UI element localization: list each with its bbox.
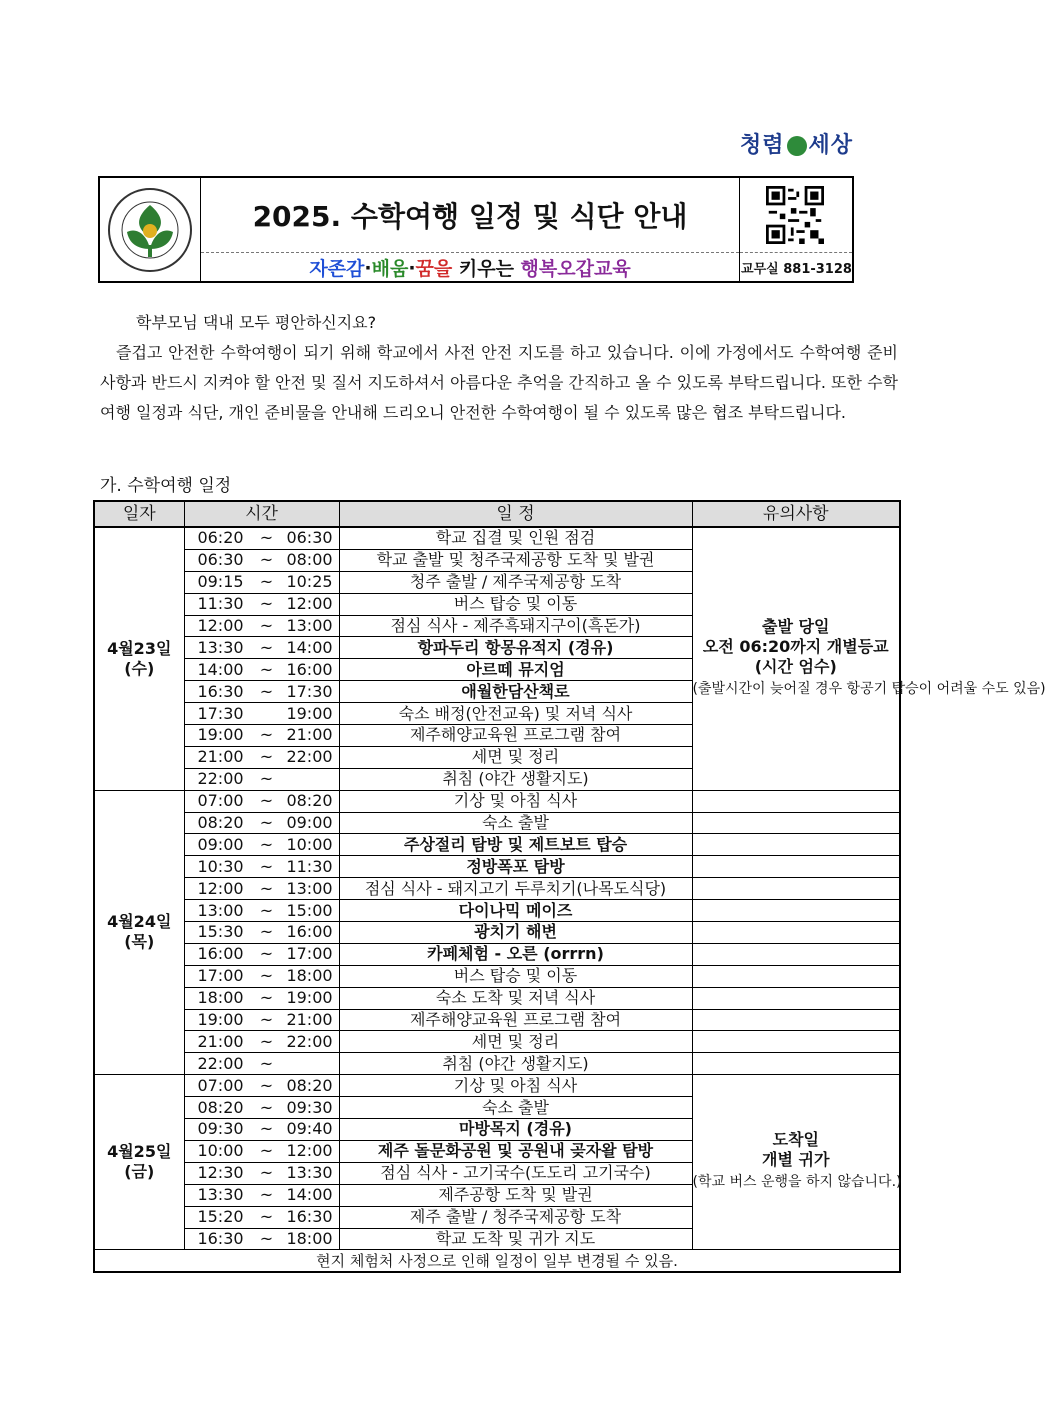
table-row — [94, 834, 900, 856]
note-cell — [692, 900, 900, 922]
school-slogan: 자존감 · 배움 · 꿈을 키우는 행복오갑교육 — [201, 252, 739, 282]
day-date-cell: 4월24일 (목) — [94, 790, 184, 1075]
motto-emblem-icon — [787, 136, 807, 156]
activity-cell: 제주 출발 / 청주국제공항 도착 — [339, 1206, 692, 1228]
qr-code-icon[interactable] — [762, 186, 828, 244]
time-cell: 21:00 ~ 22:00 — [184, 1031, 339, 1053]
school-logo — [100, 178, 201, 281]
activity-cell: 기상 및 아침 식사 — [339, 790, 692, 812]
time-cell: 16:30 ~ 17:30 — [184, 681, 339, 703]
time-cell: 22:00 ~ — [184, 768, 339, 790]
activity-cell: 숙소 출발 — [339, 1097, 692, 1119]
activity-cell: 세면 및 정리 — [339, 1031, 692, 1053]
time-cell: 09:15 ~ 10:25 — [184, 571, 339, 593]
header-notes: 유의사항 — [692, 501, 900, 527]
time-cell: 10:00 ~ 12:00 — [184, 1140, 339, 1162]
day-date-cell: 4월23일 (수) — [94, 527, 184, 790]
activity-cell: 정방폭포 탐방 — [339, 856, 692, 878]
activity-cell: 청주 출발 / 제주국제공항 도착 — [339, 571, 692, 593]
table-row — [94, 1031, 900, 1053]
integrity-motto: 청렴 세상 — [740, 133, 854, 158]
note-cell — [692, 987, 900, 1009]
activity-cell: 제주해양교육원 프로그램 참여 — [339, 725, 692, 747]
time-cell: 22:00 ~ — [184, 1053, 339, 1075]
note-cell — [692, 965, 900, 987]
time-cell: 09:30 ~ 09:40 — [184, 1119, 339, 1141]
note-cell — [692, 812, 900, 834]
time-cell: 15:30 ~ 16:00 — [184, 922, 339, 944]
table-row — [94, 878, 900, 900]
qr-cell — [739, 178, 852, 281]
activity-cell: 기상 및 아침 식사 — [339, 1075, 692, 1097]
table-row — [94, 1009, 900, 1031]
time-cell: 13:30 ~ 14:00 — [184, 1184, 339, 1206]
table-row — [94, 1075, 900, 1097]
table-row — [94, 1053, 900, 1075]
activity-cell: 취침 (야간 생활지도) — [339, 1053, 692, 1075]
activity-cell: 버스 탑승 및 이동 — [339, 965, 692, 987]
trip-schedule-table — [93, 500, 1046, 1273]
table-row — [94, 900, 900, 922]
note-cell — [692, 834, 900, 856]
activity-cell: 다이나믹 메이즈 — [339, 900, 692, 922]
note-cell — [692, 943, 900, 965]
time-cell: 16:00 ~ 17:00 — [184, 943, 339, 965]
activity-cell: 제주공항 도착 및 발권 — [339, 1184, 692, 1206]
time-cell: 16:30 ~ 18:00 — [184, 1228, 339, 1250]
activity-cell: 숙소 출발 — [339, 812, 692, 834]
time-cell: 11:30 ~ 12:00 — [184, 593, 339, 615]
table-row — [94, 812, 900, 834]
activity-cell: 점심 식사 - 고기국수(도도리 고기국수) — [339, 1162, 692, 1184]
time-cell: 12:30 ~ 13:30 — [184, 1162, 339, 1184]
activity-cell: 제주해양교육원 프로그램 참여 — [339, 1009, 692, 1031]
activity-cell: 학교 도착 및 귀가 지도 — [339, 1228, 692, 1250]
table-row — [94, 943, 900, 965]
activity-cell: 애월한담산책로 — [339, 681, 692, 703]
table-row — [94, 790, 900, 812]
activity-cell: 취침 (야간 생활지도) — [339, 768, 692, 790]
time-cell: 08:20 ~ 09:30 — [184, 1097, 339, 1119]
table-row — [94, 987, 900, 1009]
day-note-cell: 출발 당일 오전 06:20까지 개별등교 (시간 엄수) (출발시간이 늦어질 경우 항공기 탑승이 어려울 수도 있음) — [692, 527, 900, 790]
activity-cell: 세면 및 정리 — [339, 746, 692, 768]
activity-cell: 숙소 배정(안전교육) 및 저녁 식사 — [339, 703, 692, 725]
time-cell: 06:20 ~ 06:30 — [184, 527, 339, 549]
activity-cell: 점심 식사 - 제주흑돼지구이(흑돈가) — [339, 615, 692, 637]
intro-body: 즐겁고 안전한 수학여행이 되기 위해 학교에서 사전 안전 지도를 하고 있습니다. 이에 가정에서도 수학여행 준비사항과 반드시 지켜야 할 안전 및 질서 지도하셔서 아름다운 추억을 간직하고 올 수 있도록 부탁드립니다. 또한 수학여행 일정과 식단, 개인 준비물을 안내해 드리오니 안전한 수학여행이 될 수 있도록 많은 협조 부탁드립니다. — [100, 343, 898, 422]
time-cell: 19:00 ~ 21:00 — [184, 725, 339, 747]
office-phone: 교무실 881-3128 — [741, 262, 852, 277]
time-cell: 07:00 ~ 08:20 — [184, 790, 339, 812]
activity-cell: 제주 돌문화공원 및 공원내 곶자왈 탐방 — [339, 1140, 692, 1162]
activity-cell: 학교 출발 및 청주국제공항 도착 및 발권 — [339, 549, 692, 571]
note-cell — [692, 878, 900, 900]
note-cell — [692, 1009, 900, 1031]
time-cell: 08:20 ~ 09:00 — [184, 812, 339, 834]
header-schedule: 일 정 — [339, 501, 692, 527]
activity-cell: 버스 탑승 및 이동 — [339, 593, 692, 615]
activity-cell: 광치기 해변 — [339, 922, 692, 944]
time-cell: 15:20 ~ 16:30 — [184, 1206, 339, 1228]
time-cell: 06:30 ~ 08:00 — [184, 549, 339, 571]
day-note-cell: 도착일 개별 귀가 (학교 버스 운행을 하지 않습니다.) — [692, 1075, 900, 1250]
time-cell: 17:30 19:00 — [184, 703, 339, 725]
time-cell: 12:00 ~ 13:00 — [184, 878, 339, 900]
school-emblem-icon — [107, 187, 193, 273]
time-cell: 13:00 ~ 15:00 — [184, 900, 339, 922]
activity-cell: 숙소 도착 및 저녁 식사 — [339, 987, 692, 1009]
activity-cell: 아르떼 뮤지엄 — [339, 659, 692, 681]
time-cell: 12:00 ~ 13:00 — [184, 615, 339, 637]
page-title: 2025. 수학여행 일정 및 식단 안내 — [252, 200, 688, 233]
section-title: 가. 수학여행 일정 — [100, 476, 232, 496]
time-cell: 21:00 ~ 22:00 — [184, 746, 339, 768]
note-cell — [692, 790, 900, 812]
note-cell — [692, 856, 900, 878]
time-cell: 07:00 ~ 08:20 — [184, 1075, 339, 1097]
table-row — [94, 965, 900, 987]
activity-cell: 카페체험 - 오른 (orrrn) — [339, 943, 692, 965]
time-cell: 14:00 ~ 16:00 — [184, 659, 339, 681]
activity-cell: 점심 식사 - 돼지고기 두루치기(나목도식당) — [339, 878, 692, 900]
table-header-row — [94, 501, 900, 527]
table-row — [94, 527, 900, 549]
intro-text — [100, 308, 898, 428]
time-cell: 17:00 ~ 18:00 — [184, 965, 339, 987]
note-cell — [692, 1031, 900, 1053]
day-date-cell: 4월25일 (금) — [94, 1075, 184, 1250]
activity-cell: 항파두리 항몽유적지 (경유) — [339, 637, 692, 659]
time-cell: 09:00 ~ 10:00 — [184, 834, 339, 856]
time-cell: 10:30 ~ 11:30 — [184, 856, 339, 878]
time-cell: 18:00 ~ 19:00 — [184, 987, 339, 1009]
greeting: 학부모님 댁내 모두 평안하신지요? — [136, 313, 377, 332]
document-header — [98, 176, 854, 283]
note-cell — [692, 1053, 900, 1075]
header-time: 시간 — [184, 501, 339, 527]
table-footnote: 현지 체험처 사정으로 인해 일정이 일부 변경될 수 있음. — [94, 1250, 900, 1272]
activity-cell: 주상절리 탐방 및 제트보트 탑승 — [339, 834, 692, 856]
header-date: 일자 — [94, 501, 184, 527]
time-cell: 13:30 ~ 14:00 — [184, 637, 339, 659]
activity-cell: 학교 집결 및 인원 점검 — [339, 527, 692, 549]
note-cell — [692, 922, 900, 944]
activity-cell: 마방목지 (경유) — [339, 1119, 692, 1141]
table-row — [94, 922, 900, 944]
time-cell: 19:00 ~ 21:00 — [184, 1009, 339, 1031]
table-row — [94, 856, 900, 878]
